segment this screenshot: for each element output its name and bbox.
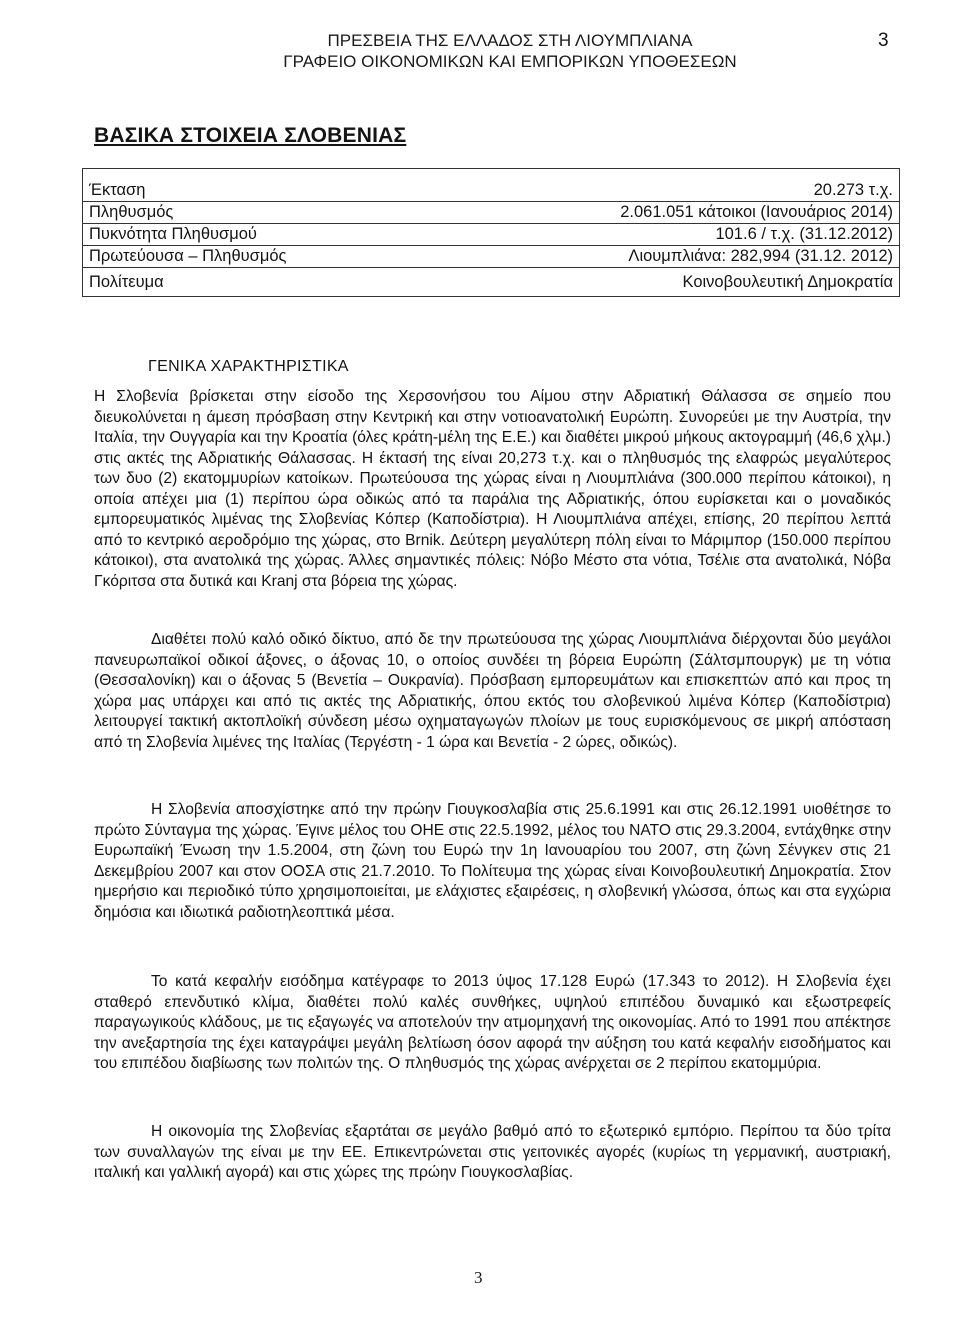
paragraph-text: Η οικονομία της Σλοβενίας εξαρτάται σε μεγάλο βαθμό από το εξωτερικό εμπόριο. Περίπου τα δύο τρίτα των συναλλαγών της είναι με την ΕΕ. Επικεντρώνεται στις γειτονικές αγορές (κυρίως τη γερμανική, αυστριακή, ιταλική και γαλλική αγορά) και στις χώρες της πρώην Γιουγκοσλαβίας. xyxy=(94,1123,891,1181)
fact-value: 20.273 τ.χ. xyxy=(395,169,900,202)
table-row xyxy=(83,224,900,246)
footer-page-number: 3 xyxy=(474,1268,483,1287)
fact-label: Πολίτευμα xyxy=(83,268,396,297)
fact-value: Λιουμπλιάνα: 282,994 (31.12. 2012) xyxy=(395,246,900,268)
letterhead-line-2: ΓΡΑΦΕΙΟ ΟΙΚΟΝΟΜΙΚΩΝ ΚΑΙ ΕΜΠΟΡΙΚΩΝ ΥΠΟΘΕΣΕΩΝ xyxy=(283,52,737,71)
header-page-number: 3 xyxy=(878,30,889,51)
paragraph-geography xyxy=(94,387,891,592)
key-facts-table xyxy=(82,168,900,297)
paragraph-text: Διαθέτει πολύ καλό οδικό δίκτυο, από δε την πρωτεύουσα της χώρας Λιουμπλιάνα διέρχονται δύο μεγάλοι πανευρωπαϊκοί οδικοί άξονες, ο άξονας 10, ο οποίος συνδέει τη βόρεια Ευρώπη (Σάλτσμπουργκ) με τη νότια (Θεσσαλονίκη) και ο άξονας 5 (Βενετία – Ουκρανία). Πρόσβαση εμπορευμάτων και επισκεπτών από και προς τη χώρα μας υπάρχει και από τις ακτές της Αδριατικής, όπου εκτός του σλοβενικού λιμένα Κόπερ (Καποδίστρια) λειτουργεί τακτική ακτοπλοϊκή σύνδεση μέσω οχηματαγωγών πλοίων με τους ευρισκόμενους σε μικρή απόσταση από τη Σλοβενία λιμένες της Ιταλίας (Τεργέστη - 1 ώρα και Βενετία - 2 ώρες, οδικώς). xyxy=(94,631,891,751)
fact-label: Πρωτεύουσα – Πληθυσμός xyxy=(83,246,396,268)
paragraph-text: Η Σλοβενία βρίσκεται στην είσοδο της Χερσονήσου του Αίμου στην Αδριατική Θάλασσα σε σημείο που διευκολύνεται η άμεση πρόσβαση στην Κεντρική και στην νοτιοανατολική Ευρώπη. Συνορεύει με την Αυστρία, την Ιταλία, την Ουγγαρία και την Κροατία (όλες κράτη-μέλη της Ε.Ε.) και διαθέτει μικρού μήκους ακτογραμμή (46,6 χλμ.) στις ακτές της Αδριατικής Θάλασσας. Η έκτασή της είναι 20,273 τ.χ. και ο πληθυσμός της ελαφρώς μεγαλύτερος των δυο (2) εκατομμυρίων κατοίκων. Πρωτεύουσα της χώρας είναι η Λιουμπλιάνα (300.000 περίπου κάτοικοι), η οποία απέχει μια (1) περίπου ώρα οδικώς από τα παράλια της Αδριατικής, όπου ευρίσκεται και ο μοναδικός εμπορευματικός λιμένας της Σλοβενίας Κόπερ (Καποδίστρια). Η Λιουμπλιάνα απέχει, επίσης, 20 περίπου λεπτά από το κεντρικό αεροδρόμιο της χώρας, στο Brnik. Δεύτερη μεγαλύτερη πόλη είναι το Μάριμπορ (150.000 περίπου κάτοικοι), στα ανατολικά της χώρας. Άλλες σημαντικές πόλεις: Νόβο Μέστο στα νότια, Τσέλιε στα ανατολικά, Νόβα Γκόριτσα στα δυτικά και Kranj στα βόρεια της χώρας. xyxy=(94,388,891,590)
paragraph-economy xyxy=(94,972,891,1075)
table-row xyxy=(83,169,900,202)
paragraph-trade xyxy=(94,1122,891,1184)
fact-value: 2.061.051 κάτοικοι (Ιανουάριος 2014) xyxy=(395,202,900,224)
letterhead xyxy=(230,30,790,72)
table-row xyxy=(83,268,900,297)
paragraph-text: Η Σλοβενία αποσχίστηκε από την πρώην Γιουγκοσλαβία στις 25.6.1991 και στις 26.12.1991 υιοθέτησε το πρώτο Σύνταγμα της χώρας. Έγινε μέλος του ΟΗΕ στις 22.5.1992, μέλος του ΝΑΤΟ στις 29.3.2004, εντάχθηκε στην Ευρωπαϊκή Ένωση την 1.5.2004, στη ζώνη του Ευρώ την 1η Ιανουαρίου του 2007, στη ζώνη Σένγκεν στις 21 Δεκεμβρίου 2007 και στον ΟΟΣΑ στις 21.7.2010. Το Πολίτευμα της χώρας είναι Κοινοβουλευτική Δημοκρατία. Στον ημερήσιο και περιοδικό τύπο χρησιμοποιείται, με ελάχιστες εξαιρέσεις, η σλοβενική γλώσσα, όπως και στα εγχώρια δημόσια και ιδιωτικά ραδιοτηλεοπτικά μέσα. xyxy=(94,801,891,921)
table-row xyxy=(83,202,900,224)
paragraph-text: Το κατά κεφαλήν εισόδημα κατέγραφε το 2013 ύψος 17.128 Ευρώ (17.343 το 2012). Η Σλοβενία έχει σταθερό επενδυτικό κλίμα, διαθέτει πολύ καλές συνθήκες, υψηλού επιπέδου δυναμικό και εξωστρεφείς παραγωγικούς κλάδους, με τις εξαγωγές να αποτελούν την ατμομηχανή της οικονομίας. Από το 1991 που απέκτησε την ανεξαρτησία της έχει καταγράψει μεγάλη βελτίωση όσον αφορά την αύξηση του κατά κεφαλήν εισοδήματος και του επιπέδου διαβίωσης των πολιτών της. Ο πληθυσμός της χώρας ανέρχεται σε 2 περίπου εκατομμύρια. xyxy=(94,973,891,1072)
paragraph-transport xyxy=(94,630,891,753)
letterhead-line-1: ΠΡΕΣΒΕΙΑ ΤΗΣ ΕΛΛΑΔΟΣ ΣΤΗ ΛΙΟΥΜΠΛΙΑΝΑ xyxy=(327,31,693,50)
fact-label: Πυκνότητα Πληθυσμού xyxy=(83,224,396,246)
fact-label: Πληθυσμός xyxy=(83,202,396,224)
fact-value: Κοινοβουλευτική Δημοκρατία xyxy=(395,268,900,297)
document-title: ΒΑΣΙΚΑ ΣΤΟΙΧΕΙΑ ΣΛΟΒΕΝΙΑΣ xyxy=(94,124,407,147)
fact-value: 101.6 / τ.χ. (31.12.2012) xyxy=(395,224,900,246)
fact-label: Έκταση xyxy=(83,169,396,202)
section-heading: ΓΕΝΙΚΑ ΧΑΡΑΚΤΗΡΙΣΤΙΚΑ xyxy=(148,358,349,375)
paragraph-history xyxy=(94,800,891,923)
table-row xyxy=(83,246,900,268)
